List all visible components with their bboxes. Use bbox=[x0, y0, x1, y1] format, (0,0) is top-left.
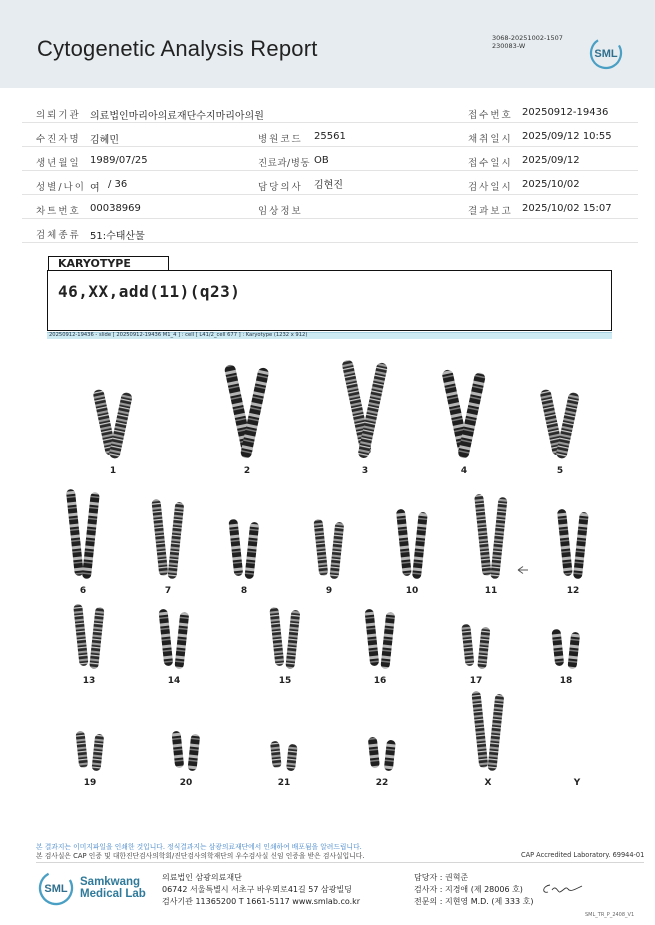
chromosome-pair-5 bbox=[539, 389, 580, 460]
document-id-line2: 230083-W bbox=[492, 42, 526, 50]
chromosome-label-12: 12 bbox=[566, 586, 580, 596]
chromosome-pair-14 bbox=[158, 609, 189, 670]
footer-divider bbox=[36, 862, 644, 863]
chromosome-14-b bbox=[174, 612, 189, 670]
chromosome-12-b bbox=[573, 512, 589, 580]
chromosome-label-7: 7 bbox=[164, 586, 172, 596]
chromosome-21-b bbox=[286, 744, 298, 772]
org-name: 의료법인 삼광의료재단 bbox=[162, 873, 242, 882]
chromosome-22-a bbox=[368, 737, 380, 769]
reported-value: 2025/10/02 15:07 bbox=[522, 203, 612, 214]
notice-line2: 본 검사실은 CAP 인증 및 대한진단검사의학회/진단검사의학재단의 우수검사실 신임 인증을 받은 검사실입니다. bbox=[36, 851, 365, 860]
specimen-value: 51:수태산물 bbox=[90, 231, 145, 242]
chromosome-5-b bbox=[555, 392, 580, 460]
info-row-4 bbox=[22, 172, 638, 195]
chromosome-8-b bbox=[244, 522, 259, 580]
chromosome-x-b bbox=[487, 694, 504, 772]
received-value: 2025/09/12 bbox=[522, 155, 580, 166]
chromosome-label-16: 16 bbox=[373, 676, 387, 686]
chromosome-12-a bbox=[557, 509, 573, 577]
dob-label: 생년월일 bbox=[36, 158, 81, 169]
chromosome-pair-9 bbox=[313, 519, 344, 580]
chromosome-label-9: 9 bbox=[325, 586, 333, 596]
contact-line: 검사기관 11365200 T 1661-5117 www.smlab.co.kr bbox=[162, 897, 361, 906]
chromosome-17-a bbox=[461, 624, 474, 667]
samkwang-logo-icon bbox=[36, 870, 76, 906]
slide-info: 20250912-19436 - slide [ 20250912-19436 M1_4 ] : cell [ L41/2_cell 677 ] : Karyotype (1232 x 912) bbox=[49, 332, 308, 338]
chromosome-13-a bbox=[73, 604, 88, 667]
chromosome-20-a bbox=[171, 731, 184, 769]
karyotype-result-box bbox=[47, 270, 612, 331]
reception-no-value: 20250912-19436 bbox=[522, 107, 609, 118]
chromosome-pair-7 bbox=[151, 499, 184, 580]
karyogram-image bbox=[40, 345, 620, 805]
chromosome-pair-10 bbox=[396, 509, 428, 580]
chromosome-pair-13 bbox=[73, 604, 104, 670]
chromosome-label-17: 17 bbox=[469, 676, 483, 686]
cap-accreditation: CAP Accredited Laboratory. 69944-01 bbox=[521, 851, 645, 859]
form-code: SML_TR_P_2408_V1 bbox=[585, 912, 635, 918]
tested-value: 2025/10/02 bbox=[522, 179, 580, 190]
chromosome-17-b bbox=[477, 627, 490, 670]
sml-logo-icon bbox=[588, 36, 624, 70]
collected-label: 채취일시 bbox=[468, 134, 513, 145]
chromosome-1-b bbox=[108, 392, 133, 460]
karyotype-tab: KARYOTYPE bbox=[48, 256, 169, 271]
report-header bbox=[0, 0, 655, 88]
chromosome-label-22: 22 bbox=[375, 778, 389, 788]
chromosome-x-a bbox=[471, 691, 488, 769]
specimen-label: 검체종류 bbox=[36, 230, 81, 241]
chromosome-label-15: 15 bbox=[278, 676, 292, 686]
chromosome-label-5: 5 bbox=[556, 466, 564, 476]
chromosome-label-14: 14 bbox=[167, 676, 181, 686]
hospital-code-value: 25561 bbox=[314, 131, 346, 142]
dob-value: 1989/07/25 bbox=[90, 155, 148, 166]
brand-line1: Samkwang bbox=[80, 876, 141, 888]
address-line: 06742 서울특별시 서초구 바우뫼로41길 57 삼광빌딩 bbox=[162, 885, 352, 894]
staff-specialist: 전문의 : 지현영 M.D. (제 333 호) bbox=[414, 897, 534, 906]
reported-label: 결과보고 bbox=[468, 206, 513, 217]
chromosome-pair-11 bbox=[474, 494, 508, 579]
notice-line1: 본 결과지는 이미지파일을 인쇄한 것입니다. 정식결과지는 삼광의료재단에서 인쇄하여 배포됨을 알려드립니다. bbox=[36, 843, 362, 851]
chromosome-16-b bbox=[380, 612, 395, 670]
doctor-value: 김현진 bbox=[314, 180, 343, 191]
chromosome-pair-1 bbox=[92, 389, 133, 460]
chromosome-15-a bbox=[269, 607, 284, 667]
chromosome-label-6: 6 bbox=[79, 586, 87, 596]
chromosome-pair-2 bbox=[224, 364, 270, 459]
slide-info-bar bbox=[47, 332, 612, 339]
chromosome-label-2: 2 bbox=[243, 466, 251, 476]
sex-age-label: 성별/나이 bbox=[36, 182, 86, 193]
chromosome-9-a bbox=[313, 519, 328, 577]
chromosome-label-3: 3 bbox=[361, 466, 369, 476]
clinical-label: 임상정보 bbox=[258, 206, 303, 217]
document-id-line1: 3068-20251002-1507 bbox=[492, 34, 563, 42]
chromosome-11-a bbox=[474, 494, 492, 576]
chromosome-pair-22 bbox=[368, 737, 396, 772]
chromosome-16-a bbox=[364, 609, 379, 667]
institution-value: 의료법인마리아의료재단수지마리아의원 bbox=[90, 111, 264, 122]
brand-line2: Medical Lab bbox=[80, 888, 146, 900]
report-title: Cytogenetic Analysis Report bbox=[37, 36, 318, 61]
staff-tester: 검사자 : 지경애 (제 28006 호) bbox=[414, 885, 523, 894]
chromosome-pair-21 bbox=[270, 741, 298, 772]
karyotype-result: 46,XX,add(11)(q23) bbox=[58, 282, 241, 301]
footer-logo-text: SML bbox=[44, 883, 68, 895]
chromosome-label-x: X bbox=[484, 778, 492, 788]
chart-value: 00038969 bbox=[90, 203, 141, 214]
chromosome-label-10: 10 bbox=[405, 586, 419, 596]
chromosome-label-13: 13 bbox=[82, 676, 96, 686]
abnormal-arrow-icon bbox=[518, 567, 528, 574]
chromosome-13-b bbox=[89, 607, 104, 670]
chromosome-pair-x bbox=[471, 691, 504, 772]
chromosome-pair-3 bbox=[341, 359, 388, 459]
info-row-2 bbox=[22, 124, 638, 147]
sex-value: 여 bbox=[90, 183, 100, 194]
chromosome-pair-4 bbox=[441, 369, 486, 459]
chromosome-19-a bbox=[75, 731, 88, 769]
chromosome-pair-20 bbox=[171, 731, 200, 772]
info-row-1 bbox=[22, 100, 638, 123]
chromosome-7-b bbox=[167, 502, 184, 580]
chromosome-pair-6 bbox=[66, 489, 100, 579]
lab-address bbox=[162, 872, 360, 908]
staff-info bbox=[414, 872, 533, 908]
chromosome-9-b bbox=[329, 522, 344, 580]
collected-value: 2025/09/12 10:55 bbox=[522, 131, 612, 142]
chromosome-label-18: 18 bbox=[559, 676, 573, 686]
chromosome-label-y: Y bbox=[573, 778, 581, 788]
chromosome-6-a bbox=[66, 489, 84, 576]
tested-label: 검사일시 bbox=[468, 182, 513, 193]
dept-label: 진료과/병동 bbox=[258, 158, 311, 169]
chromosome-label-11: 11 bbox=[484, 586, 498, 596]
chromosome-10-a bbox=[396, 509, 412, 577]
chromosome-14-a bbox=[158, 609, 173, 667]
reception-no-label: 접수번호 bbox=[468, 110, 513, 121]
chromosome-label-1: 1 bbox=[109, 466, 117, 476]
chromosome-label-8: 8 bbox=[240, 586, 248, 596]
signature-image bbox=[538, 880, 586, 900]
chromosome-6-b bbox=[82, 492, 100, 579]
patient-value: 김혜민 bbox=[90, 135, 119, 146]
chromosome-pair-15 bbox=[269, 607, 300, 670]
chromosome-label-4: 4 bbox=[460, 466, 468, 476]
age-value: / 36 bbox=[108, 179, 128, 190]
info-row-3 bbox=[22, 148, 638, 171]
chromosome-pair-19 bbox=[75, 731, 104, 772]
info-row-5 bbox=[22, 196, 638, 219]
chromosome-19-b bbox=[91, 734, 104, 772]
chromosome-22-b bbox=[384, 740, 396, 772]
patient-label: 수진자명 bbox=[36, 134, 81, 145]
hospital-code-label: 병원코드 bbox=[258, 134, 303, 145]
dept-value: OB bbox=[314, 155, 329, 166]
chart-label: 차트번호 bbox=[36, 206, 81, 217]
chromosome-21-a bbox=[270, 741, 282, 769]
chromosome-10-b bbox=[412, 512, 428, 580]
chromosome-pair-18 bbox=[551, 629, 580, 670]
chromosome-18-b bbox=[567, 632, 580, 670]
chromosome-label-21: 21 bbox=[277, 778, 291, 788]
chromosome-7-a bbox=[151, 499, 168, 577]
chromosome-11-b bbox=[490, 497, 508, 579]
report-notice bbox=[36, 843, 364, 860]
staff-manager: 담당자 : 권혁준 bbox=[414, 873, 469, 882]
brand-name bbox=[80, 876, 146, 900]
sml-logo-text: SML bbox=[594, 48, 618, 60]
chromosome-pair-17 bbox=[461, 624, 490, 670]
chromosome-8-a bbox=[228, 519, 243, 577]
info-row-6 bbox=[22, 220, 638, 243]
doctor-label: 담당의사 bbox=[258, 182, 303, 193]
chromosome-label-19: 19 bbox=[83, 778, 97, 788]
institution-label: 의뢰기관 bbox=[36, 110, 81, 121]
chromosome-pair-8 bbox=[228, 519, 259, 580]
chromosome-20-b bbox=[187, 734, 200, 772]
received-label: 접수일시 bbox=[468, 158, 513, 169]
chromosome-18-a bbox=[551, 629, 564, 667]
chromosome-label-20: 20 bbox=[179, 778, 193, 788]
chromosome-15-b bbox=[285, 610, 300, 670]
chromosome-pair-16 bbox=[364, 609, 395, 670]
document-id bbox=[492, 34, 563, 50]
chromosome-pair-12 bbox=[557, 509, 589, 580]
